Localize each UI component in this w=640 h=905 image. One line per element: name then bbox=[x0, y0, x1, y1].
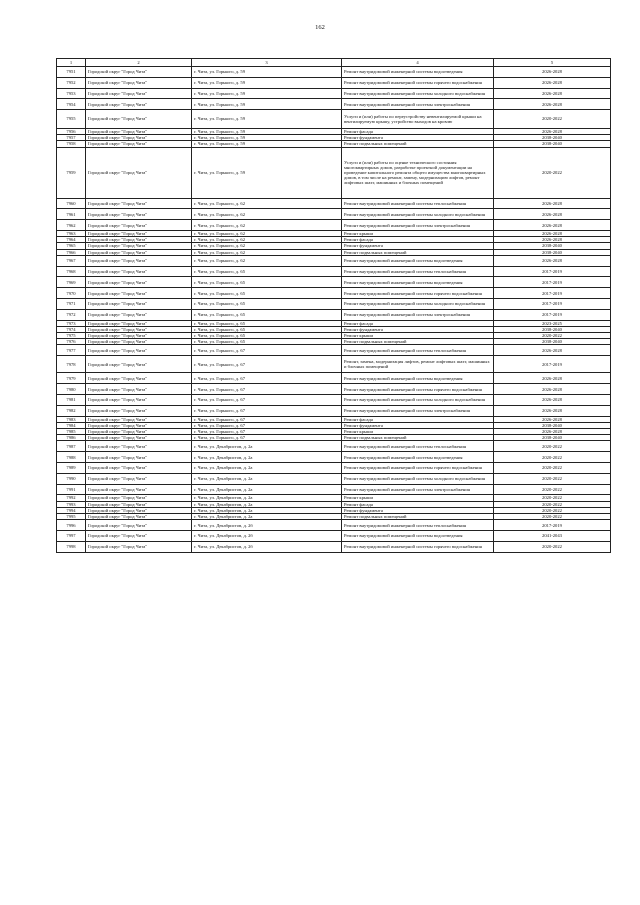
work-type-cell: Ремонт крыши bbox=[342, 495, 494, 501]
header-col-3: 3 bbox=[192, 59, 342, 67]
work-type-cell: Ремонт внутридомовой инженерной системы электроснабжения bbox=[342, 220, 494, 231]
work-type-cell: Ремонт внутридомовой инженерной системы электроснабжения bbox=[342, 309, 494, 320]
period-cell: 2017-2019 bbox=[494, 277, 611, 288]
work-type-cell: Услуги и (или) работы по переустройству невентилируемой крыши на вентилируемую крышу, устройство выходов на кровлю bbox=[342, 110, 494, 129]
work-type-cell: Ремонт фундамента bbox=[342, 326, 494, 332]
work-type-cell: Ремонт фундамента bbox=[342, 243, 494, 249]
row-number-cell: 7993 bbox=[57, 501, 86, 507]
work-type-cell: Ремонт крыши bbox=[342, 231, 494, 237]
row-number-cell: 7967 bbox=[57, 255, 86, 266]
row-number-cell: 7971 bbox=[57, 299, 86, 310]
table-row bbox=[57, 147, 611, 198]
address-cell: г. Чита, ул. Горького, д. 62 bbox=[192, 198, 342, 209]
district-cell: Городской округ "Город Чита" bbox=[86, 473, 192, 484]
work-type-cell: Ремонт фасада bbox=[342, 128, 494, 134]
district-cell: Городской округ "Город Чита" bbox=[86, 141, 192, 147]
work-type-cell: Ремонт фасада bbox=[342, 501, 494, 507]
period-cell: 2026-2028 bbox=[494, 255, 611, 266]
row-number-cell: 7994 bbox=[57, 507, 86, 513]
district-cell: Городской округ "Город Чита" bbox=[86, 288, 192, 299]
table-row bbox=[57, 255, 611, 266]
row-number-cell: 7978 bbox=[57, 356, 86, 373]
address-cell: г. Чита, ул. Горького, д. 62 bbox=[192, 249, 342, 255]
work-type-cell: Ремонт внутридомовой инженерной системы холодного водоснабжения bbox=[342, 299, 494, 310]
work-type-cell: Ремонт внутридомовой инженерной системы электроснабжения bbox=[342, 405, 494, 416]
work-type-cell: Ремонт внутридомовой инженерной системы водоотведения bbox=[342, 67, 494, 78]
district-cell: Городской округ "Город Чита" bbox=[86, 395, 192, 406]
address-cell: г. Чита, ул. Горького, д. 62 bbox=[192, 237, 342, 243]
table-row bbox=[57, 356, 611, 373]
district-cell: Городской округ "Город Чита" bbox=[86, 128, 192, 134]
district-cell: Городской округ "Город Чита" bbox=[86, 541, 192, 552]
period-cell: 2020-2022 bbox=[494, 501, 611, 507]
address-cell: г. Чита, ул. Декабристов, д. 2а bbox=[192, 441, 342, 452]
address-cell: г. Чита, ул. Горького, д. 67 bbox=[192, 429, 342, 435]
row-number-cell: 7966 bbox=[57, 249, 86, 255]
table-row bbox=[57, 373, 611, 384]
address-cell: г. Чита, ул. Горького, д. 67 bbox=[192, 395, 342, 406]
period-cell: 2026-2028 bbox=[494, 99, 611, 110]
work-type-cell: Ремонт фасада bbox=[342, 320, 494, 326]
row-number-cell: 7957 bbox=[57, 135, 86, 141]
table-row bbox=[57, 520, 611, 531]
address-cell: г. Чита, ул. Горького, д. 59 bbox=[192, 135, 342, 141]
table-row bbox=[57, 531, 611, 542]
address-cell: г. Чита, ул. Декабристов, д. 2а bbox=[192, 514, 342, 520]
page-number: 162 bbox=[315, 24, 325, 31]
period-cell: 2017-2019 bbox=[494, 266, 611, 277]
period-cell: 2038-2040 bbox=[494, 435, 611, 441]
district-cell: Городской округ "Город Чита" bbox=[86, 326, 192, 332]
period-cell: 2026-2028 bbox=[494, 405, 611, 416]
address-cell: г. Чита, ул. Декабристов, д. 2б bbox=[192, 520, 342, 531]
district-cell: Городской округ "Город Чита" bbox=[86, 514, 192, 520]
header-row bbox=[57, 59, 611, 67]
address-cell: г. Чита, ул. Горького, д. 65 bbox=[192, 277, 342, 288]
district-cell: Городской округ "Город Чита" bbox=[86, 422, 192, 428]
row-number-cell: 7959 bbox=[57, 147, 86, 198]
row-number-cell: 7995 bbox=[57, 514, 86, 520]
period-cell: 2026-2028 bbox=[494, 429, 611, 435]
district-cell: Городской округ "Город Чита" bbox=[86, 463, 192, 474]
work-type-cell: Ремонт внутридомовой инженерной системы водоотведения bbox=[342, 255, 494, 266]
row-number-cell: 7983 bbox=[57, 416, 86, 422]
row-number-cell: 7996 bbox=[57, 520, 86, 531]
period-cell: 2020-2022 bbox=[494, 473, 611, 484]
district-cell: Городской округ "Город Чита" bbox=[86, 77, 192, 88]
address-cell: г. Чита, ул. Горького, д. 65 bbox=[192, 266, 342, 277]
district-cell: Городской округ "Город Чита" bbox=[86, 520, 192, 531]
work-type-cell: Ремонт фундамента bbox=[342, 135, 494, 141]
address-cell: г. Чита, ул. Горького, д. 59 bbox=[192, 99, 342, 110]
period-cell: 2041-2043 bbox=[494, 531, 611, 542]
address-cell: г. Чита, ул. Горького, д. 65 bbox=[192, 326, 342, 332]
address-cell: г. Чита, ул. Декабристов, д. 2б bbox=[192, 531, 342, 542]
district-cell: Городской округ "Город Чита" bbox=[86, 531, 192, 542]
address-cell: г. Чита, ул. Горького, д. 65 bbox=[192, 339, 342, 345]
district-cell: Городской округ "Город Чита" bbox=[86, 67, 192, 78]
period-cell: 2038-2040 bbox=[494, 135, 611, 141]
district-cell: Городской округ "Город Чита" bbox=[86, 435, 192, 441]
district-cell: Городской округ "Город Чита" bbox=[86, 277, 192, 288]
table-row bbox=[57, 220, 611, 231]
table-row bbox=[57, 67, 611, 78]
address-cell: г. Чита, ул. Декабристов, д. 2а bbox=[192, 501, 342, 507]
row-number-cell: 7962 bbox=[57, 220, 86, 231]
work-type-cell: Ремонт подвальных помещений bbox=[342, 249, 494, 255]
row-number-cell: 7968 bbox=[57, 266, 86, 277]
work-type-cell: Ремонт внутридомовой инженерной системы теплоснабжения bbox=[342, 345, 494, 356]
address-cell: г. Чита, ул. Горького, д. 62 bbox=[192, 243, 342, 249]
row-number-cell: 7972 bbox=[57, 309, 86, 320]
period-cell: 2020-2022 bbox=[494, 541, 611, 552]
period-cell: 2020-2022 bbox=[494, 441, 611, 452]
period-cell: 2026-2028 bbox=[494, 231, 611, 237]
district-cell: Городской округ "Город Чита" bbox=[86, 320, 192, 326]
address-cell: г. Чита, ул. Горького, д. 67 bbox=[192, 405, 342, 416]
period-cell: 2038-2040 bbox=[494, 422, 611, 428]
period-cell: 2020-2022 bbox=[494, 110, 611, 129]
district-cell: Городской округ "Город Чита" bbox=[86, 237, 192, 243]
period-cell: 2038-2040 bbox=[494, 339, 611, 345]
address-cell: г. Чита, ул. Горького, д. 67 bbox=[192, 435, 342, 441]
row-number-cell: 7969 bbox=[57, 277, 86, 288]
address-cell: г. Чита, ул. Декабристов, д. 2а bbox=[192, 495, 342, 501]
period-cell: 2023-2025 bbox=[494, 320, 611, 326]
table-row bbox=[57, 288, 611, 299]
row-number-cell: 7963 bbox=[57, 231, 86, 237]
district-cell: Городской округ "Город Чита" bbox=[86, 309, 192, 320]
row-number-cell: 7958 bbox=[57, 141, 86, 147]
table-row bbox=[57, 88, 611, 99]
table-row bbox=[57, 463, 611, 474]
row-number-cell: 7955 bbox=[57, 110, 86, 129]
period-cell: 2026-2028 bbox=[494, 128, 611, 134]
period-cell: 2020-2022 bbox=[494, 452, 611, 463]
period-cell: 2026-2028 bbox=[494, 88, 611, 99]
address-cell: г. Чита, ул. Горького, д. 59 bbox=[192, 128, 342, 134]
district-cell: Городской округ "Город Чита" bbox=[86, 243, 192, 249]
row-number-cell: 7961 bbox=[57, 209, 86, 220]
row-number-cell: 7964 bbox=[57, 237, 86, 243]
row-number-cell: 7982 bbox=[57, 405, 86, 416]
row-number-cell: 7990 bbox=[57, 473, 86, 484]
table-row bbox=[57, 77, 611, 88]
district-cell: Городской округ "Город Чита" bbox=[86, 255, 192, 266]
work-type-cell: Ремонт внутридомовой инженерной системы теплоснабжения bbox=[342, 198, 494, 209]
address-cell: г. Чита, ул. Горького, д. 62 bbox=[192, 209, 342, 220]
period-cell: 2026-2028 bbox=[494, 345, 611, 356]
works-table bbox=[56, 58, 611, 553]
header-col-1: 1 bbox=[57, 59, 86, 67]
address-cell: г. Чита, ул. Горького, д. 67 bbox=[192, 345, 342, 356]
header-col-4: 4 bbox=[342, 59, 494, 67]
period-cell: 2026-2028 bbox=[494, 395, 611, 406]
work-type-cell: Ремонт внутридомовой инженерной системы горячего водоснабжения bbox=[342, 463, 494, 474]
district-cell: Городской округ "Город Чита" bbox=[86, 99, 192, 110]
work-type-cell: Ремонт фасада bbox=[342, 237, 494, 243]
header-col-2: 2 bbox=[86, 59, 192, 67]
period-cell: 2020-2022 bbox=[494, 495, 611, 501]
period-cell: 2017-2019 bbox=[494, 288, 611, 299]
work-type-cell: Ремонт подвальных помещений bbox=[342, 141, 494, 147]
district-cell: Городской округ "Город Чита" bbox=[86, 452, 192, 463]
address-cell: г. Чита, ул. Горького, д. 59 bbox=[192, 141, 342, 147]
district-cell: Городской округ "Город Чита" bbox=[86, 198, 192, 209]
work-type-cell: Ремонт внутридомовой инженерной системы холодного водоснабжения bbox=[342, 88, 494, 99]
district-cell: Городской округ "Город Чита" bbox=[86, 345, 192, 356]
work-type-cell: Ремонт внутридомовой инженерной системы теплоснабжения bbox=[342, 520, 494, 531]
period-cell: 2026-2028 bbox=[494, 373, 611, 384]
district-cell: Городской округ "Город Чита" bbox=[86, 373, 192, 384]
address-cell: г. Чита, ул. Горького, д. 65 bbox=[192, 288, 342, 299]
district-cell: Городской округ "Город Чита" bbox=[86, 88, 192, 99]
period-cell: 2026-2028 bbox=[494, 209, 611, 220]
address-cell: г. Чита, ул. Горького, д. 62 bbox=[192, 255, 342, 266]
work-type-cell: Ремонт подвальных помещений bbox=[342, 435, 494, 441]
work-type-cell: Ремонт внутридомовой инженерной системы холодного водоснабжения bbox=[342, 209, 494, 220]
row-number-cell: 7976 bbox=[57, 339, 86, 345]
address-cell: г. Чита, ул. Декабристов, д. 2б bbox=[192, 541, 342, 552]
table-row bbox=[57, 345, 611, 356]
period-cell: 2026-2028 bbox=[494, 384, 611, 395]
address-cell: г. Чита, ул. Декабристов, д. 2а bbox=[192, 463, 342, 474]
period-cell: 2020-2022 bbox=[494, 463, 611, 474]
address-cell: г. Чита, ул. Декабристов, д. 2а bbox=[192, 484, 342, 495]
row-number-cell: 7960 bbox=[57, 198, 86, 209]
table-row bbox=[57, 209, 611, 220]
table-body bbox=[57, 67, 611, 553]
address-cell: г. Чита, ул. Горького, д. 62 bbox=[192, 220, 342, 231]
period-cell: 2020-2022 bbox=[494, 147, 611, 198]
district-cell: Городской округ "Город Чита" bbox=[86, 501, 192, 507]
period-cell: 2026-2028 bbox=[494, 237, 611, 243]
district-cell: Городской округ "Город Чита" bbox=[86, 147, 192, 198]
work-type-cell: Ремонт внутридомовой инженерной системы водоотведения bbox=[342, 531, 494, 542]
header-col-5: 5 bbox=[494, 59, 611, 67]
district-cell: Городской округ "Город Чита" bbox=[86, 384, 192, 395]
period-cell: 2038-2040 bbox=[494, 326, 611, 332]
row-number-cell: 7992 bbox=[57, 495, 86, 501]
address-cell: г. Чита, ул. Горького, д. 65 bbox=[192, 309, 342, 320]
row-number-cell: 7980 bbox=[57, 384, 86, 395]
row-number-cell: 7953 bbox=[57, 88, 86, 99]
address-cell: г. Чита, ул. Горького, д. 59 bbox=[192, 88, 342, 99]
work-type-cell: Ремонт внутридомовой инженерной системы теплоснабжения bbox=[342, 266, 494, 277]
work-type-cell: Ремонт внутридомовой инженерной системы горячего водоснабжения bbox=[342, 288, 494, 299]
address-cell: г. Чита, ул. Горького, д. 62 bbox=[192, 231, 342, 237]
table-row bbox=[57, 541, 611, 552]
work-type-cell: Ремонт внутридомовой инженерной системы горячего водоснабжения bbox=[342, 77, 494, 88]
row-number-cell: 7998 bbox=[57, 541, 86, 552]
row-number-cell: 7986 bbox=[57, 435, 86, 441]
work-type-cell: Ремонт внутридомовой инженерной системы водоотведения bbox=[342, 452, 494, 463]
work-type-cell: Ремонт внутридомовой инженерной системы водоотведения bbox=[342, 373, 494, 384]
period-cell: 2026-2028 bbox=[494, 77, 611, 88]
row-number-cell: 7977 bbox=[57, 345, 86, 356]
period-cell: 2038-2040 bbox=[494, 249, 611, 255]
table-row bbox=[57, 484, 611, 495]
period-cell: 2017-2019 bbox=[494, 520, 611, 531]
district-cell: Городской округ "Город Чита" bbox=[86, 333, 192, 339]
table-row bbox=[57, 441, 611, 452]
period-cell: 2020-2022 bbox=[494, 514, 611, 520]
address-cell: г. Чита, ул. Горького, д. 67 bbox=[192, 422, 342, 428]
address-cell: г. Чита, ул. Горького, д. 65 bbox=[192, 333, 342, 339]
row-number-cell: 7988 bbox=[57, 452, 86, 463]
period-cell: 2020-2022 bbox=[494, 484, 611, 495]
table-row bbox=[57, 277, 611, 288]
row-number-cell: 7951 bbox=[57, 67, 86, 78]
district-cell: Городской округ "Город Чита" bbox=[86, 299, 192, 310]
period-cell: 2026-2028 bbox=[494, 67, 611, 78]
work-type-cell: Ремонт фундамента bbox=[342, 422, 494, 428]
row-number-cell: 7981 bbox=[57, 395, 86, 406]
row-number-cell: 7970 bbox=[57, 288, 86, 299]
district-cell: Городской округ "Город Чита" bbox=[86, 405, 192, 416]
row-number-cell: 7987 bbox=[57, 441, 86, 452]
work-type-cell: Услуги и (или) работы по оценке технического состояния многоквартирных домов, разработке проектной документации на проведение капитального ремонта общего имущества многоквартирных домов, в том числе на ремонт, замену, модернизацию лифтов, ремонт лифтовых шахт, машинных и блочных помещений bbox=[342, 147, 494, 198]
table-row bbox=[57, 299, 611, 310]
work-type-cell: Ремонт крыши bbox=[342, 429, 494, 435]
period-cell: 2020-2022 bbox=[494, 507, 611, 513]
table-row bbox=[57, 198, 611, 209]
district-cell: Городской округ "Город Чита" bbox=[86, 339, 192, 345]
row-number-cell: 7985 bbox=[57, 429, 86, 435]
row-number-cell: 7997 bbox=[57, 531, 86, 542]
address-cell: г. Чита, ул. Горького, д. 67 bbox=[192, 384, 342, 395]
row-number-cell: 7956 bbox=[57, 128, 86, 134]
address-cell: г. Чита, ул. Горького, д. 59 bbox=[192, 110, 342, 129]
district-cell: Городской округ "Город Чита" bbox=[86, 209, 192, 220]
table-row bbox=[57, 99, 611, 110]
row-number-cell: 7975 bbox=[57, 333, 86, 339]
district-cell: Городской округ "Город Чита" bbox=[86, 495, 192, 501]
row-number-cell: 7979 bbox=[57, 373, 86, 384]
period-cell: 2020-2022 bbox=[494, 333, 611, 339]
period-cell: 2026-2028 bbox=[494, 220, 611, 231]
work-type-cell: Ремонт внутридомовой инженерной системы электроснабжения bbox=[342, 484, 494, 495]
work-type-cell: Ремонт фундамента bbox=[342, 507, 494, 513]
district-cell: Городской округ "Город Чита" bbox=[86, 484, 192, 495]
district-cell: Городской округ "Город Чита" bbox=[86, 266, 192, 277]
district-cell: Городской округ "Город Чита" bbox=[86, 249, 192, 255]
address-cell: г. Чита, ул. Горького, д. 59 bbox=[192, 67, 342, 78]
row-number-cell: 7991 bbox=[57, 484, 86, 495]
work-type-cell: Ремонт подвальных помещений bbox=[342, 514, 494, 520]
work-type-cell: Ремонт внутридомовой инженерной системы электроснабжения bbox=[342, 99, 494, 110]
district-cell: Городской округ "Город Чита" bbox=[86, 135, 192, 141]
address-cell: г. Чита, ул. Горького, д. 65 bbox=[192, 299, 342, 310]
work-type-cell: Ремонт внутридомовой инженерной системы теплоснабжения bbox=[342, 441, 494, 452]
table-row bbox=[57, 473, 611, 484]
district-cell: Городской округ "Город Чита" bbox=[86, 429, 192, 435]
row-number-cell: 7989 bbox=[57, 463, 86, 474]
district-cell: Городской округ "Город Чита" bbox=[86, 416, 192, 422]
address-cell: г. Чита, ул. Горького, д. 59 bbox=[192, 147, 342, 198]
address-cell: г. Чита, ул. Декабристов, д. 2а bbox=[192, 507, 342, 513]
address-cell: г. Чита, ул. Горького, д. 59 bbox=[192, 77, 342, 88]
address-cell: г. Чита, ул. Горького, д. 67 bbox=[192, 356, 342, 373]
table-row bbox=[57, 395, 611, 406]
address-cell: г. Чита, ул. Горького, д. 67 bbox=[192, 373, 342, 384]
period-cell: 2026-2028 bbox=[494, 416, 611, 422]
district-cell: Городской округ "Город Чита" bbox=[86, 231, 192, 237]
address-cell: г. Чита, ул. Декабристов, д. 2а bbox=[192, 452, 342, 463]
row-number-cell: 7952 bbox=[57, 77, 86, 88]
address-cell: г. Чита, ул. Горького, д. 67 bbox=[192, 416, 342, 422]
table-row bbox=[57, 452, 611, 463]
address-cell: г. Чита, ул. Горького, д. 65 bbox=[192, 320, 342, 326]
work-type-cell: Ремонт подвальных помещений bbox=[342, 339, 494, 345]
work-type-cell: Ремонт внутридомовой инженерной системы холодного водоснабжения bbox=[342, 395, 494, 406]
table-row bbox=[57, 266, 611, 277]
district-cell: Городской округ "Город Чита" bbox=[86, 507, 192, 513]
work-type-cell: Ремонт внутридомовой инженерной системы холодного водоснабжения bbox=[342, 473, 494, 484]
period-cell: 2038-2040 bbox=[494, 141, 611, 147]
row-number-cell: 7973 bbox=[57, 320, 86, 326]
table-row bbox=[57, 384, 611, 395]
district-cell: Городской округ "Город Чита" bbox=[86, 441, 192, 452]
table-row bbox=[57, 110, 611, 129]
work-type-cell: Ремонт внутридомовой инженерной системы водоотведения bbox=[342, 277, 494, 288]
table-row bbox=[57, 405, 611, 416]
period-cell: 2038-2040 bbox=[494, 243, 611, 249]
work-type-cell: Ремонт, замена, модернизация лифтов, ремонт лифтовых шахт, машинных и блочных помещений bbox=[342, 356, 494, 373]
district-cell: Городской округ "Город Чита" bbox=[86, 110, 192, 129]
period-cell: 2026-2028 bbox=[494, 198, 611, 209]
period-cell: 2017-2019 bbox=[494, 309, 611, 320]
address-cell: г. Чита, ул. Декабристов, д. 2а bbox=[192, 473, 342, 484]
work-type-cell: Ремонт внутридомовой инженерной системы горячего водоснабжения bbox=[342, 541, 494, 552]
district-cell: Городской округ "Город Чита" bbox=[86, 356, 192, 373]
district-cell: Городской округ "Город Чита" bbox=[86, 220, 192, 231]
work-type-cell: Ремонт крыши bbox=[342, 333, 494, 339]
row-number-cell: 7974 bbox=[57, 326, 86, 332]
work-type-cell: Ремонт фасада bbox=[342, 416, 494, 422]
table-row bbox=[57, 309, 611, 320]
work-type-cell: Ремонт внутридомовой инженерной системы горячего водоснабжения bbox=[342, 384, 494, 395]
row-number-cell: 7984 bbox=[57, 422, 86, 428]
row-number-cell: 7965 bbox=[57, 243, 86, 249]
period-cell: 2017-2019 bbox=[494, 299, 611, 310]
period-cell: 2017-2019 bbox=[494, 356, 611, 373]
row-number-cell: 7954 bbox=[57, 99, 86, 110]
